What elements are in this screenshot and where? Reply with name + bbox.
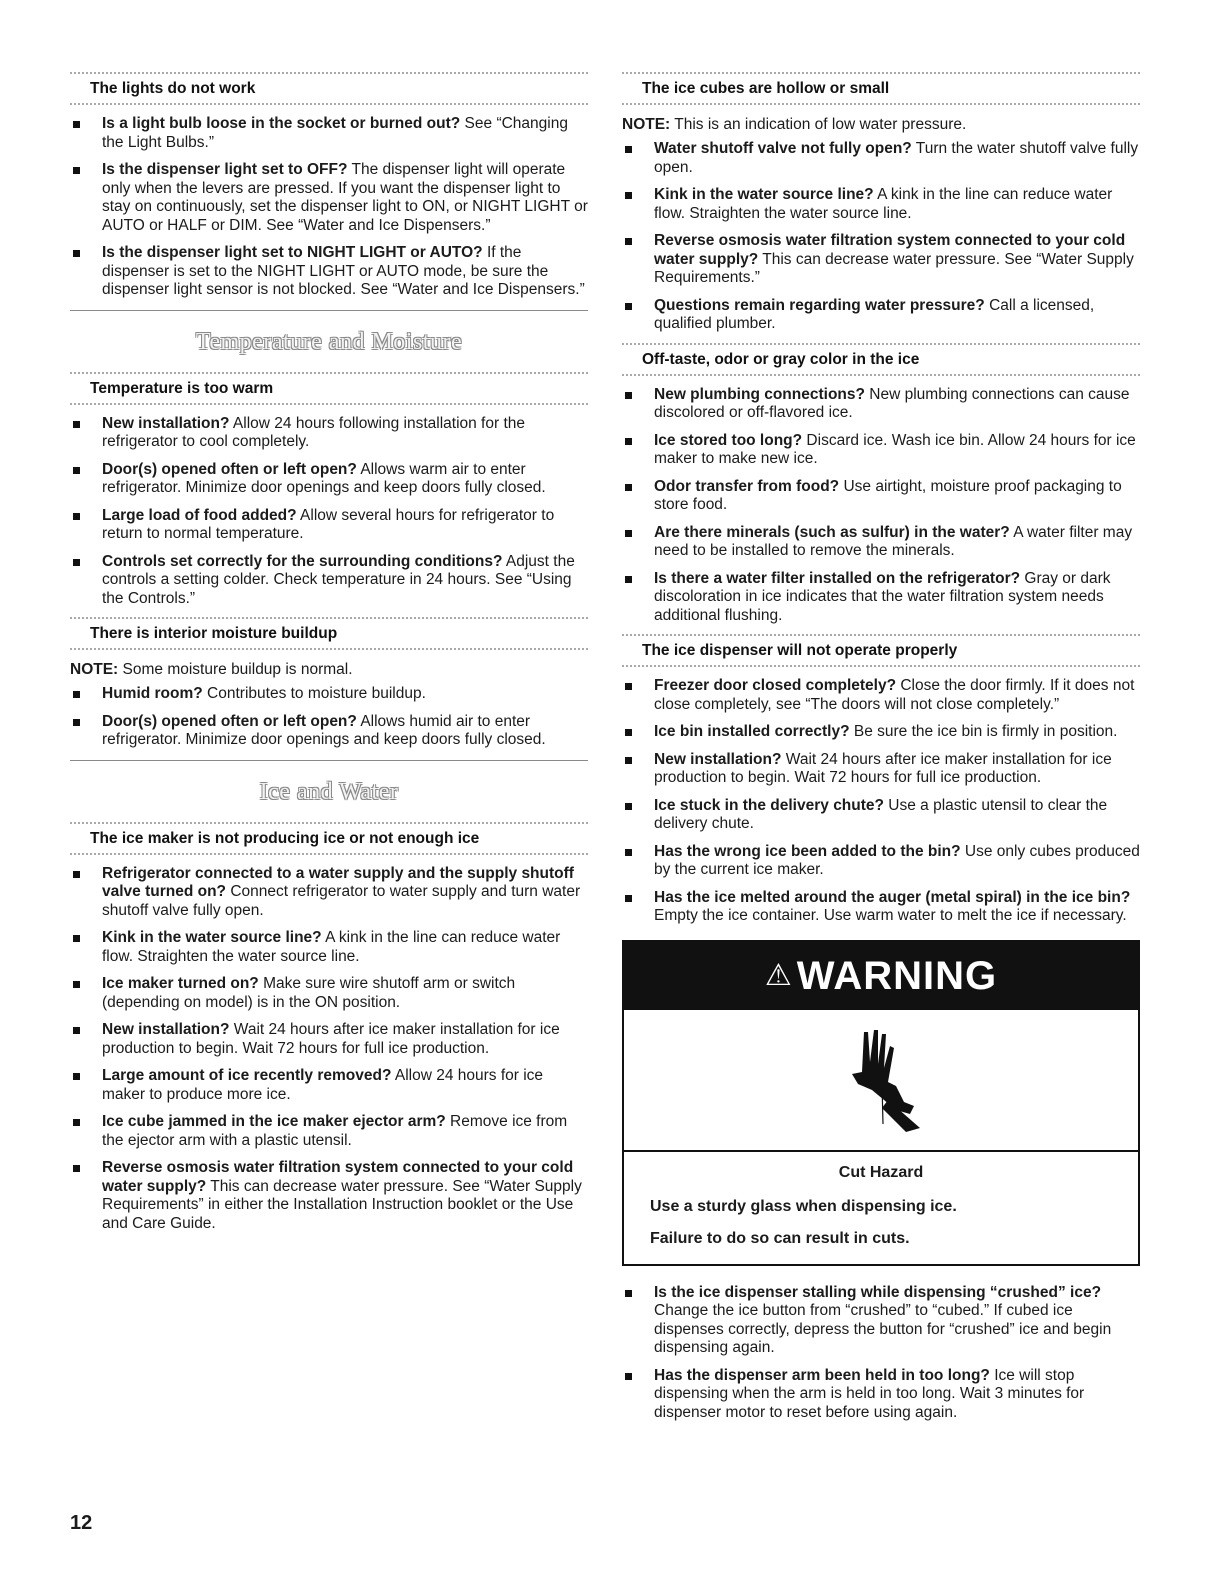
list-item: Is a light bulb loose in the socket or burned out? See “Changing the Light Bulbs.” [70, 115, 588, 152]
cut-hazard-hand-icon [834, 1024, 924, 1134]
lights-list [70, 115, 588, 300]
list-item: Reverse osmosis water filtration system connected to your cold water supply? This can decrease water pressure. See “Water Supply Requirements” in either the Installation Instruction booklet or the Use and Care Guide. [70, 1159, 588, 1233]
list-item: Controls set correctly for the surrounding conditions? Adjust the controls a setting colder. Check temperature in 24 hours. See “Using the Controls.” [70, 553, 588, 609]
list-item: Freezer door closed completely? Close the door firmly. If it does not close completely, see “The doors will not close completely.” [622, 677, 1140, 714]
list-item: Odor transfer from food? Use airtight, moisture proof packaging to store food. [622, 478, 1140, 515]
list-item: Is the dispenser light set to OFF? The dispenser light will operate only when the levers are pressed. If you want the dispenser light to stay on continuously, set the dispenser light to ON, or NIGHT LIGHT or AUTO or HALF or DIM. See “Water and Ice Dispensers.” [70, 161, 588, 235]
list-item: Has the dispenser arm been held in too long? Ice will stop dispensing when the arm is held in too long. Wait 3 minutes for dispenser motor to reset before using again. [622, 1367, 1140, 1423]
warning-header: ⚠ WARNING [624, 942, 1138, 1010]
list-item: New installation? Wait 24 hours after ice maker installation for ice production to begin. Wait 72 hours for full ice production. [622, 751, 1140, 788]
list-item: Door(s) opened often or left open? Allows warm air to enter refrigerator. Minimize door openings and keep doors fully closed. [70, 461, 588, 498]
hollow-heading: The ice cubes are hollow or small [622, 72, 1140, 105]
icemaker-list [70, 865, 588, 1234]
warning-text [624, 1152, 1138, 1264]
list-item: New installation? Wait 24 hours after ice maker installation for ice production to begin. Wait 72 hours for full ice production. [70, 1021, 588, 1058]
list-item: Ice stuck in the delivery chute? Use a plastic utensil to clear the delivery chute. [622, 797, 1140, 834]
list-item: Large amount of ice recently removed? Allow 24 hours for ice maker to produce more ice. [70, 1067, 588, 1104]
list-item: Humid room? Contributes to moisture buildup. [70, 685, 588, 704]
list-item: Water shutoff valve not fully open? Turn the water shutoff valve fully open. [622, 140, 1140, 177]
list-item: Door(s) opened often or left open? Allows humid air to enter refrigerator. Minimize door openings and keep doors fully closed. [70, 713, 588, 750]
offtaste-heading: Off-taste, odor or gray color in the ice [622, 343, 1140, 376]
moisture-heading: There is interior moisture buildup [70, 617, 588, 650]
list-item: Has the ice melted around the auger (metal spiral) in the ice bin? Empty the ice container. Use warm water to melt the ice if necessary. [622, 889, 1140, 926]
list-item: Large load of food added? Allow several hours for refrigerator to return to normal temperature. [70, 507, 588, 544]
section-title-temperature: Temperature and Moisture [195, 328, 463, 355]
dispenser-heading: The ice dispenser will not operate properly [622, 634, 1140, 667]
list-item: Has the wrong ice been added to the bin? Use only cubes produced by the current ice maker. [622, 843, 1140, 880]
list-item: Reverse osmosis water filtration system connected to your cold water supply? This can decrease water pressure. See “Water Supply Requirements.” [622, 232, 1140, 288]
hollow-note: NOTE: This is an indication of low water pressure. [622, 116, 967, 133]
warning-triangle-icon: ⚠ [764, 958, 793, 992]
hazard-label: Cut Hazard [838, 1163, 924, 1181]
list-item: Ice maker turned on? Make sure wire shutoff arm or switch (depending on model) is in the ON position. [70, 975, 588, 1012]
list-item: Is there a water filter installed on the refrigerator? Gray or dark discoloration in ice indicates that the water filtration system needs additional flushing. [622, 570, 1140, 626]
after-warning-list [622, 1284, 1140, 1423]
list-item: Is the ice dispenser stalling while dispensing “crushed” ice? Change the ice button from “crushed” to “cubed.” If cubed ice dispenses correctly, depress the button for “crushed” ice and begin dispensing again. [622, 1284, 1140, 1358]
temp-list [70, 415, 588, 609]
icemaker-heading: The ice maker is not producing ice or not enough ice [70, 822, 588, 855]
section-title-ice-water: Ice and Water [259, 778, 399, 805]
warning-box [622, 940, 1140, 1266]
list-item: Kink in the water source line? A kink in the line can reduce water flow. Straighten the water source line. [70, 929, 588, 966]
page-number: 12 [70, 1512, 93, 1534]
left-column [70, 72, 588, 1242]
right-column [622, 72, 1140, 1431]
list-item: Is the dispenser light set to NIGHT LIGHT or AUTO? If the dispenser is set to the NIGHT LIGHT or AUTO mode, be sure the dispenser light sensor is not blocked. See “Water and Ice Dispensers.” [70, 244, 588, 300]
warning-line-1: Use a sturdy glass when dispensing ice. [650, 1197, 957, 1215]
hollow-list [622, 140, 1140, 334]
section-divider [70, 760, 588, 761]
warning-line-2: Failure to do so can result in cuts. [650, 1229, 910, 1247]
moisture-note: NOTE: Some moisture buildup is normal. [70, 661, 353, 678]
lights-heading: The lights do not work [70, 72, 588, 105]
offtaste-list [622, 386, 1140, 626]
list-item: New plumbing connections? New plumbing connections can cause discolored or off-flavored ice. [622, 386, 1140, 423]
list-item: Questions remain regarding water pressure? Call a licensed, qualified plumber. [622, 297, 1140, 334]
list-item: Are there minerals (such as sulfur) in the water? A water filter may need to be installed to remove the minerals. [622, 524, 1140, 561]
list-item: Ice bin installed correctly? Be sure the ice bin is firmly in position. [622, 723, 1140, 742]
section-divider [70, 310, 588, 311]
list-item: Refrigerator connected to a water supply and the supply shutoff valve turned on? Connect refrigerator to water supply and turn water shutoff valve fully open. [70, 865, 588, 921]
warning-icon-area [624, 1010, 1138, 1150]
moisture-list [70, 685, 588, 750]
temp-heading: Temperature is too warm [70, 372, 588, 405]
list-item: New installation? Allow 24 hours following installation for the refrigerator to cool completely. [70, 415, 588, 452]
list-item: Ice stored too long? Discard ice. Wash ice bin. Allow 24 hours for ice maker to make new ice. [622, 432, 1140, 469]
list-item: Kink in the water source line? A kink in the line can reduce water flow. Straighten the water source line. [622, 186, 1140, 223]
dispenser-list [622, 677, 1140, 926]
list-item: Ice cube jammed in the ice maker ejector arm? Remove ice from the ejector arm with a plastic utensil. [70, 1113, 588, 1150]
